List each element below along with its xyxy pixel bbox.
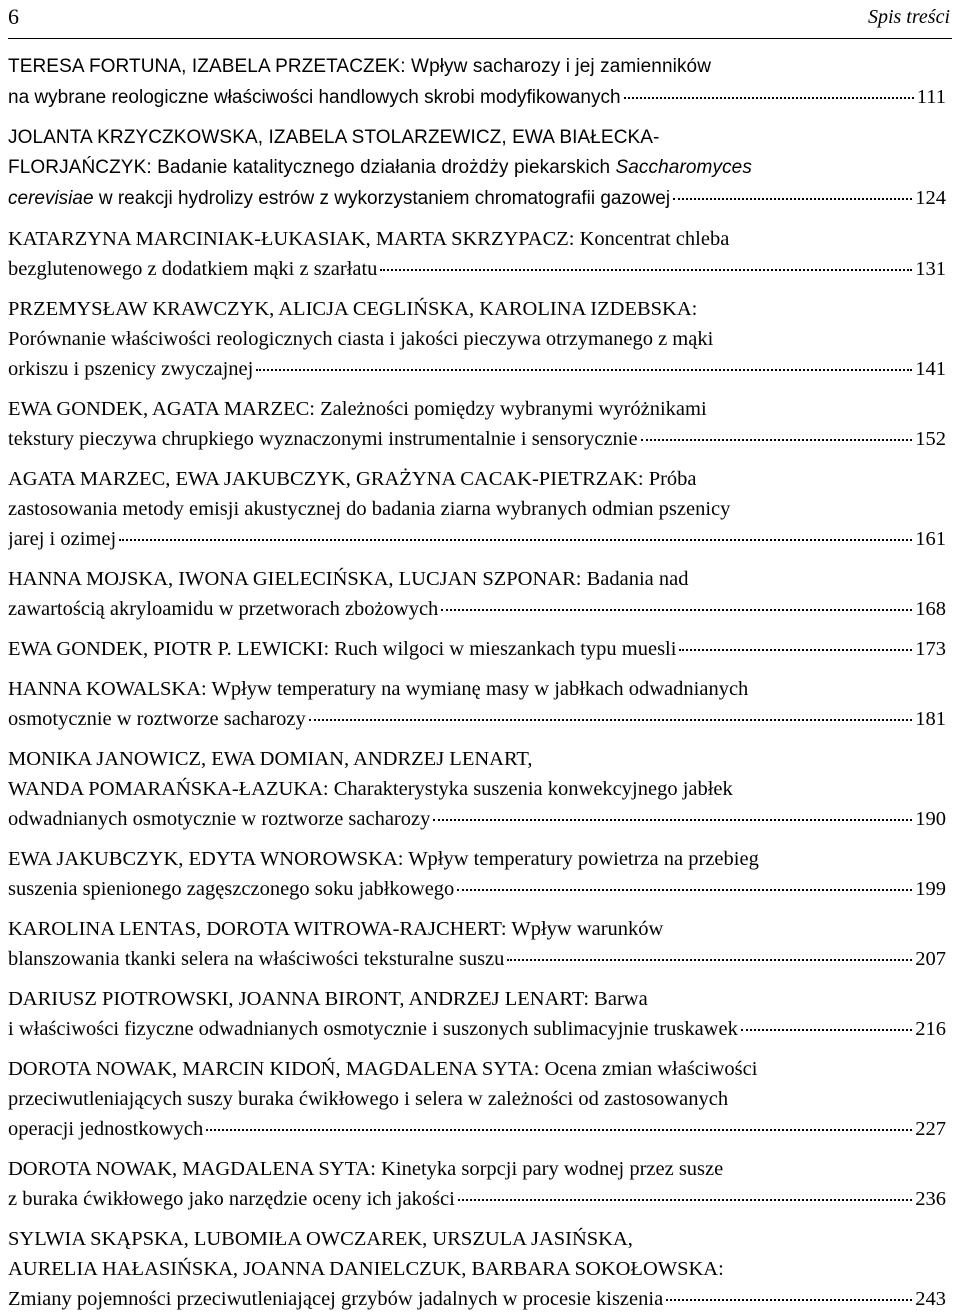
toc-entry[interactable]	[8, 634, 946, 664]
toc-entry-line: AGATA MARZEC, EWA JAKUBCZYK, GRAŻYNA CACAK-PIETRZAK: Próba	[8, 468, 697, 490]
toc-entry-line: EWA GONDEK, AGATA MARZEC: Zależności pomiędzy wybranymi wyróżnikami	[8, 398, 707, 420]
toc-entry-text: i właściwości fizyczne odwadnianych osmotycznie i suszonych sublimacyjnie truskawek	[8, 1018, 738, 1040]
toc-entry-line: PRZEMYSŁAW KRAWCZYK, ALICJA CEGLIŃSKA, KAROLINA IZDEBSKA:	[8, 298, 698, 320]
toc-entry-last-line	[8, 1184, 946, 1214]
toc-entry-line: KAROLINA LENTAS, DOROTA WITROWA-RAJCHERT: Wpływ warunków	[8, 918, 664, 940]
toc-entry-last-line	[8, 704, 946, 734]
toc-entry-text: operacji jednostkowych	[8, 1118, 204, 1140]
toc-entry-last-line	[8, 183, 946, 214]
toc-entry-line: HANNA KOWALSKA: Wpływ temperatury na wymianę masy w jabłkach odwadnianych	[8, 678, 749, 700]
dot-leader	[507, 959, 912, 961]
toc-entry-text: orkiszu i pszenicy zwyczajnej	[8, 358, 254, 380]
toc-entry[interactable]	[8, 1154, 946, 1214]
toc-page-number[interactable]: 173	[915, 638, 946, 660]
toc-entry-text: osmotycznie w roztworze sacharozy	[8, 708, 306, 730]
toc-entry-text: suszenia spienionego zagęszczonego soku jabłkowego	[8, 878, 455, 900]
toc-entry-text: odwadnianych osmotycznie w roztworze sacharozy	[8, 808, 431, 830]
toc-page-number[interactable]: 181	[915, 708, 946, 730]
toc-page-number[interactable]: 236	[915, 1188, 946, 1210]
toc-entry-last-line	[8, 594, 946, 624]
toc-page-number[interactable]: 243	[915, 1288, 946, 1310]
toc-page-number[interactable]: 227	[915, 1118, 946, 1140]
toc-page-number[interactable]: 190	[915, 808, 946, 830]
toc-entry[interactable]	[8, 52, 946, 113]
toc-entry[interactable]	[8, 394, 946, 454]
dot-leader	[441, 609, 912, 611]
toc-entry-line: Porównanie właściwości reologicznych ciasta i jakości pieczywa otrzymanego z mąki	[8, 328, 714, 350]
toc-entry-last-line	[8, 254, 946, 284]
toc-entry-last-line	[8, 524, 946, 554]
toc-page-number[interactable]: 207	[915, 948, 946, 970]
toc-entry-line: przeciwutleniających suszy buraka ćwikłowego i selera w zależności od zastosowanych	[8, 1088, 729, 1110]
toc-entry[interactable]	[8, 1224, 946, 1314]
toc-page-number[interactable]: 131	[915, 258, 946, 280]
toc-entry-line: AURELIA HAŁASIŃSKA, JOANNA DANIELCZUK, BARBARA SOKOŁOWSKA:	[8, 1258, 724, 1280]
dot-leader	[624, 97, 914, 99]
dot-leader	[741, 1029, 912, 1031]
toc-entry-last-line	[8, 944, 946, 974]
toc-page-number[interactable]: 111	[916, 86, 946, 108]
toc-entry-line: zastosowania metody emisji akustycznej do badania ziarna wybranych odmian pszenicy	[8, 498, 731, 520]
table-of-contents	[8, 52, 946, 1314]
toc-entry[interactable]	[8, 123, 946, 214]
toc-entry-last-line	[8, 634, 946, 664]
toc-entry-line: MONIKA JANOWICZ, EWA DOMIAN, ANDRZEJ LENART,	[8, 748, 533, 770]
toc-page-number[interactable]: 216	[915, 1018, 946, 1040]
toc-entry-text: na wybrane reologiczne właściwości handlowych skrobi modyfikowanych	[8, 87, 621, 108]
toc-entry-last-line	[8, 874, 946, 904]
toc-entry-last-line	[8, 82, 946, 113]
toc-entry[interactable]	[8, 914, 946, 974]
toc-entry-text: zawartością akryloamidu w przetworach zbożowych	[8, 598, 439, 620]
toc-entry-line: DARIUSZ PIOTROWSKI, JOANNA BIRONT, ANDRZEJ LENART: Barwa	[8, 988, 648, 1010]
toc-entry-last-line	[8, 354, 946, 384]
toc-entry-text: Zmiany pojemności przeciwutleniającej grzybów jadalnych w procesie kiszenia	[8, 1288, 664, 1310]
toc-entry[interactable]	[8, 844, 946, 904]
toc-entry-line: DOROTA NOWAK, MARCIN KIDOŃ, MAGDALENA SYTA: Ocena zmian właściwości	[8, 1058, 758, 1080]
toc-entry-line: TERESA FORTUNA, IZABELA PRZETACZEK: Wpływ sacharozy i jej zamienników	[8, 56, 712, 77]
toc-entry[interactable]	[8, 464, 946, 554]
toc-entry-line: JOLANTA KRZYCZKOWSKA, IZABELA STOLARZEWICZ, EWA BIAŁECKA-	[8, 127, 660, 148]
toc-entry-text: blanszowania tkanki selera na właściwości teksturalne suszu	[8, 948, 505, 970]
toc-entry-line: EWA JAKUBCZYK, EDYTA WNOROWSKA: Wpływ temperatury powietrza na przebieg	[8, 848, 759, 870]
toc-entry[interactable]	[8, 564, 946, 624]
toc-entry[interactable]	[8, 984, 946, 1044]
toc-entry-text: z buraka ćwikłowego jako narzędzie oceny ich jakości	[8, 1188, 455, 1210]
toc-page-number[interactable]: 141	[915, 358, 946, 380]
dot-leader	[206, 1129, 912, 1131]
toc-entry[interactable]	[8, 674, 946, 734]
toc-entry-line: HANNA MOJSKA, IWONA GIELECIŃSKA, LUCJAN SZPONAR: Badania nad	[8, 568, 689, 590]
toc-entry-text: EWA GONDEK, PIOTR P. LEWICKI: Ruch wilgoci w mieszankach typu muesli	[8, 638, 677, 660]
dot-leader	[119, 539, 912, 541]
page-header	[8, 0, 952, 39]
toc-entry-last-line	[8, 424, 946, 454]
toc-entry-line: WANDA POMARAŃSKA-ŁAZUKA: Charakterystyka suszenia konwekcyjnego jabłek	[8, 778, 733, 800]
running-title: Spis treści	[867, 6, 950, 28]
toc-page-number[interactable]: 168	[915, 598, 946, 620]
dot-leader	[641, 439, 913, 441]
toc-page-number[interactable]: 199	[915, 878, 946, 900]
dot-leader	[433, 819, 912, 821]
toc-entry[interactable]	[8, 1054, 946, 1144]
dot-leader	[679, 649, 912, 651]
toc-entry-text: tekstury pieczywa chrupkiego wyznaczonymi instrumentalnie i sensorycznie	[8, 428, 638, 450]
toc-entry-last-line	[8, 1114, 946, 1144]
dot-leader	[458, 1199, 912, 1201]
toc-entry-last-line	[8, 1284, 946, 1314]
toc-entry-text: bezglutenowego z dodatkiem mąki z szarłatu	[8, 258, 378, 280]
toc-page-number[interactable]: 152	[915, 428, 946, 450]
toc-entry-line: FLORJAŃCZYK: Badanie katalitycznego działania drożdży piekarskich Saccharomyces	[8, 157, 752, 178]
dot-leader	[309, 719, 913, 721]
dot-leader	[666, 1299, 912, 1301]
dot-leader	[256, 369, 912, 371]
toc-page-number[interactable]: 161	[915, 528, 946, 550]
toc-entry[interactable]	[8, 744, 946, 834]
toc-entry[interactable]	[8, 224, 946, 284]
toc-entry-line: SYLWIA SKĄPSKA, LUBOMIŁA OWCZAREK, URSZULA JASIŃSKA,	[8, 1228, 633, 1250]
dot-leader	[457, 889, 912, 891]
toc-entry-line: KATARZYNA MARCINIAK-ŁUKASIAK, MARTA SKRZYPACZ: Koncentrat chleba	[8, 228, 730, 250]
toc-entry-text: jarej i ozimej	[8, 528, 117, 550]
toc-entry-text: cerevisiae w reakcji hydrolizy estrów z wykorzystaniem chromatografii gazowej	[8, 188, 671, 209]
toc-entry-last-line	[8, 1014, 946, 1044]
toc-entry-line: DOROTA NOWAK, MAGDALENA SYTA: Kinetyka sorpcji pary wodnej przez susze	[8, 1158, 724, 1180]
dot-leader	[673, 198, 912, 200]
toc-page-number[interactable]: 124	[915, 187, 946, 209]
toc-entry[interactable]	[8, 294, 946, 384]
page-number: 6	[8, 4, 19, 29]
toc-entry-last-line	[8, 804, 946, 834]
dot-leader	[380, 269, 912, 271]
